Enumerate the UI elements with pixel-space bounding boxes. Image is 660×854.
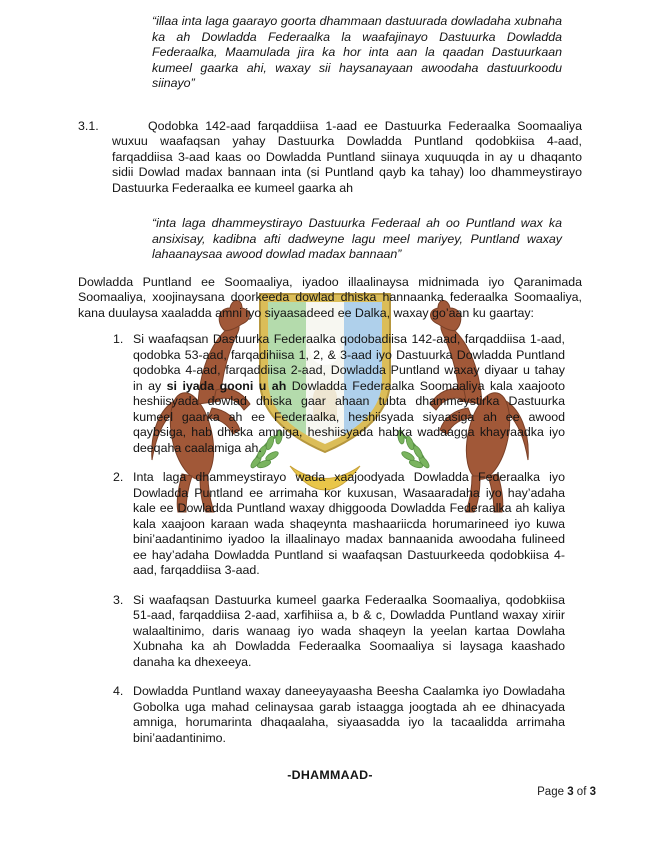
constitution-quote-1: “illaa inta laga gaarayo goorta dhammaan dastuurada dowladaha xubnaha ka ah Dowladda Federaalka la waafajinayo Dastuurka Dowladda Federaalka, Maamulada jira ka hor inta aan la qaadan Dastuurkaan kumeel gaarka ahi, waxay sii haysanayaan awoodaha dastuurkoodu siinayo”: [152, 14, 562, 90]
item-1-bold-phrase: si iyada gooni u ah: [166, 378, 287, 393]
list-item-number: 3.: [113, 592, 124, 607]
constitution-quote-2: “inta laga dhammeystirayo Dastuurka Federaal ah oo Puntland wax ka ansixisay, kadibna afti dadweyne lagu meel mariyey, Puntland waxay lahaanaysaa awood dowlad madax bannaan”: [152, 216, 562, 261]
list-item-text: Dowladda Puntland waxay daneeyayaasha Beesha Caalamka iyo Dowladaha Gobolka uga mahad celinaysaa garab istaagga joogtada ah ee dhinacyada amniga, horumarinta dhaqaalaha, siyaasadda iyo la tacaalidda arrimaha bini’aadantinimo.: [133, 684, 565, 745]
end-marker: -DHAMMAAD-: [287, 768, 373, 782]
item-1-text-before: Si waafaqsan Dastuurka Federaalka qodobadiisa 142-aad, farqaddiisa 1-aad, qodobka 53-aad, farqadihiisa 1, 2, & 3-aad iyo Dastuurka Dowladda Puntland qodobka 4-aad, farqaddiisa 2-aad, Dowladda Puntland waxay diyaar u tahay in ay: [133, 332, 565, 393]
list-item-text: [133, 332, 565, 456]
list-item-1: [113, 332, 565, 456]
list-item-number: 4.: [113, 684, 124, 698]
footer-separator: of: [573, 786, 590, 798]
section-text: Qodobka 142-aad farqaddiisa 1-aad ee Dastuurka Federaalka Soomaaliya wuxuu waafaqsan yahay Dastuurka Dowladda Puntland qodobkiisa 4-aad, farqaddiisa 3-aad kaas oo Dowladda Puntland siinaya xuquuqda in ay u dhaqanto sidii Dowlad madax bannaan inta (si Puntland qayb ka tahay) loo dhammeystirayo Dastuurka Federaalka ee kumeel gaarka ah: [112, 118, 582, 195]
list-item-number: 2.: [113, 470, 124, 484]
footer-prefix: Page: [537, 786, 568, 798]
list-item-text: Inta laga dhammeystirayo wada xaajoodyada Dowladda Federaalka iyo Dowladda Puntland ee arrimaha kor kuxusan, Wasaaradaha iyo hay’adaha kale ee Dowladda Puntland waxay dhiggooda Dowladda Federaalka ah kaliya kala xaajoon karaan wada shaqeynta mashaariicda horumarineed iyo kuwa bini’aadantinimo iyadoo la illaalinayo madax bannaanida awoodaha fulineed ee hay’adaha Dowladda Puntland si waafaqsan Dastuurkeeda qodobkiisa 4-aad, farqaddiisa 3-aad.: [133, 470, 565, 577]
list-item-4: [113, 684, 565, 746]
section-3-1: [78, 118, 582, 197]
footer-current-page: 3: [567, 786, 574, 798]
list-item-text: Si waafaqsan Dastuurka kumeel gaarka Federaalka Soomaaliya, qodobkiisa 51-aad, farqaddiisa 2-aad, xarfihiisa a, b & c, Dowladda Puntland waxay xiriir walaaltinimo, daris wanaag iyo wada shaqeyn la yeelan kartaa Dowlaha Xubnaha ka ah Dowladda Federaalka Soomaaliya si laysaga kaashado danaha ka dhexeeya.: [133, 592, 565, 669]
page-number-footer: [537, 786, 596, 798]
item-1-text-after: Dowladda Federaalka Soomaaliya kala xaajooto heshiisyada dowlad dhiska gaar ahaan tubta dhammeystirka Dastuurka kumeel gaarka ah ee Federaalka, heshiisyada siyaasiga ah ee awood qaybsiga, hab dhiska amniga, heshiisyada habka wadaagga khayraadka iyo deeqaha caalamiga ah.: [133, 378, 565, 455]
decision-list: [78, 332, 582, 746]
intro-paragraph: Dowladda Puntland ee Soomaaliya, iyadoo illaalinaysa midnimada iyo Qaranimada Soomaaliya, xoojinaysana doorkeeda dowlad dhiska hannaanka federaalka Soomaaliya, kana duulaysa xaaladda amni iyo siyaasadeed ee Dalka, waxay go’aan ku gaartay:: [78, 274, 582, 320]
section-number: 3.1.: [78, 118, 99, 133]
list-item-number: 1.: [113, 332, 124, 346]
footer-total-pages: 3: [589, 786, 596, 798]
list-item-2: [113, 470, 565, 579]
list-item-3: [113, 592, 565, 671]
